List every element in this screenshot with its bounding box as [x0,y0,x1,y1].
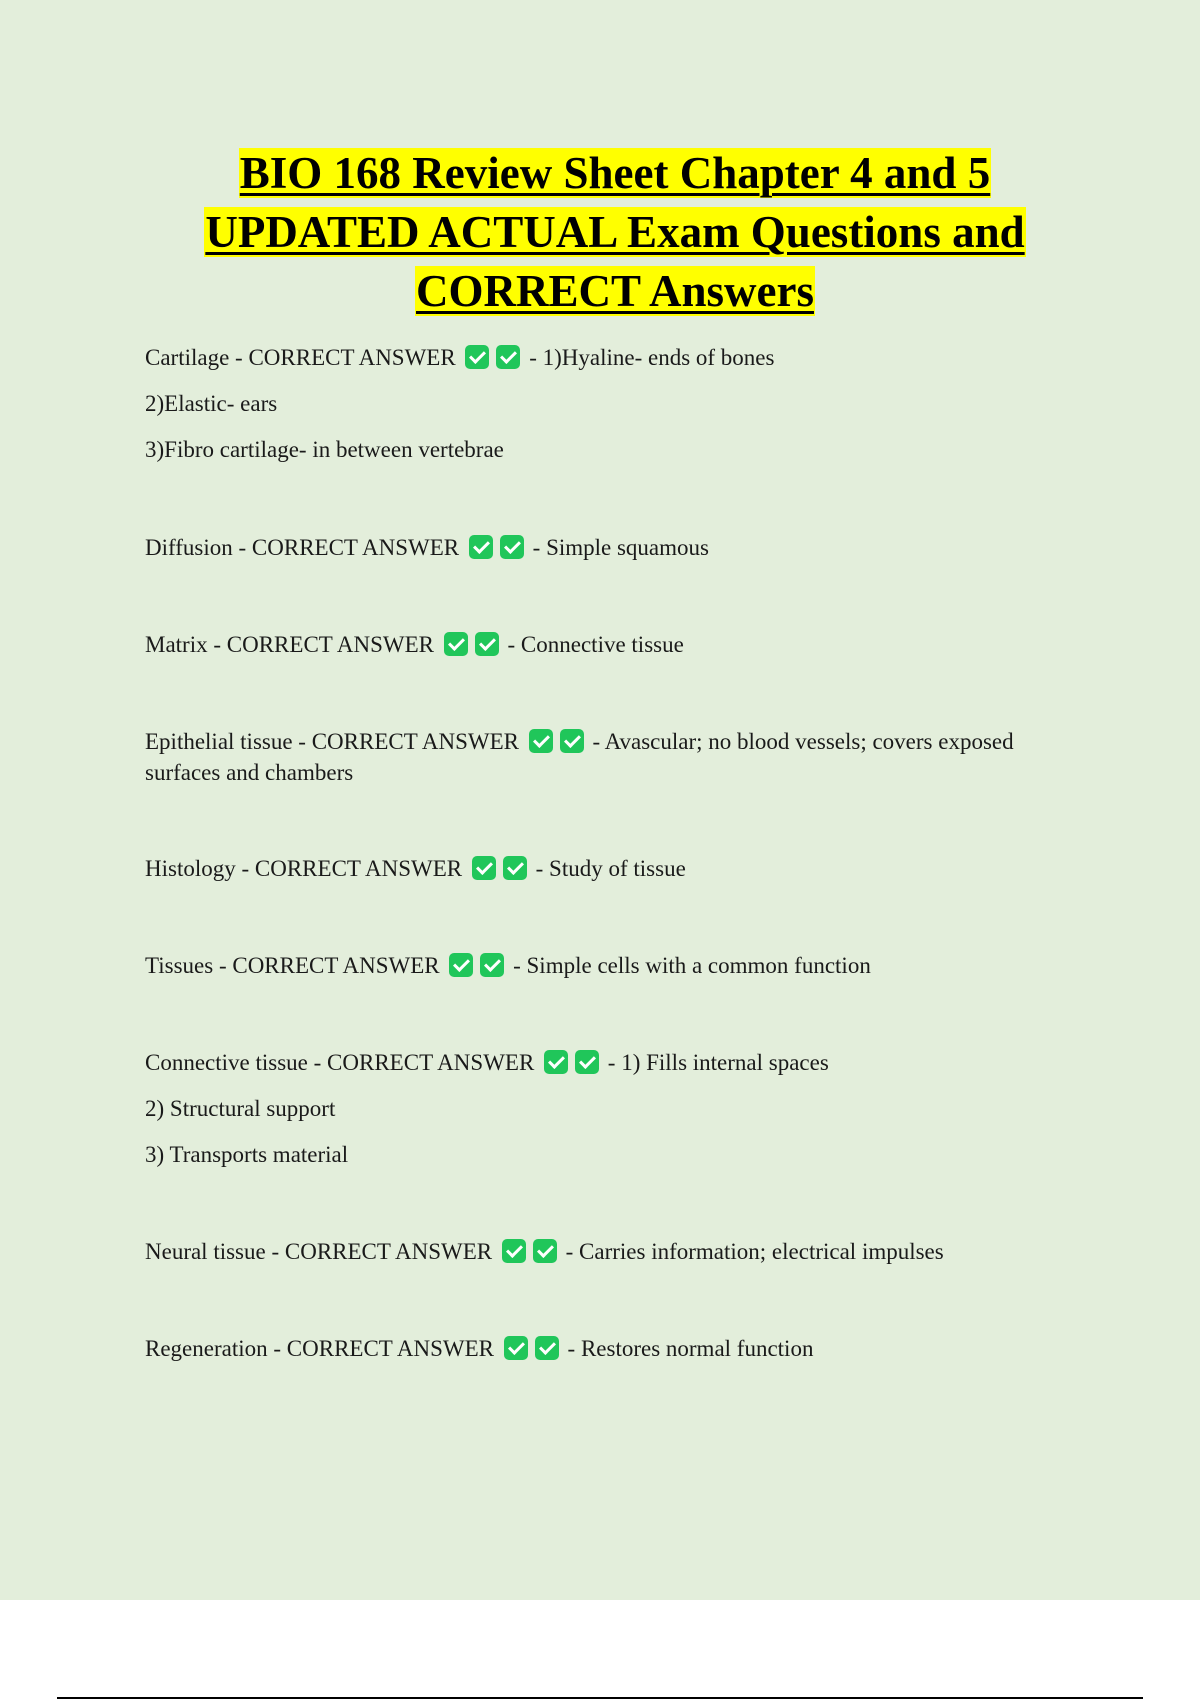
qa-entry-diffusion [145,532,1075,563]
qa-line [145,342,1075,373]
qa-answer: - Carries information; electrical impulses [565,1239,944,1264]
footer-divider [57,1697,1143,1699]
qa-term: Connective tissue - CORRECT ANSWER [145,1050,535,1075]
qa-answer: - Avascular; no blood vessels; covers exposed surfaces and chambers [145,729,1014,785]
qa-answer: - Simple cells with a common function [513,953,871,978]
qa-entry-connective-tissue [145,1047,1075,1170]
check-mark-icon [475,632,499,656]
qa-answer: - 1)Hyaline- ends of bones [529,345,775,370]
check-mark-icon [444,632,468,656]
qa-answer: - Connective tissue [507,632,684,657]
qa-line [145,1047,1075,1078]
qa-line [145,1236,1075,1267]
check-mark-icon [449,953,473,977]
qa-entry-epithelial-tissue [145,726,1075,788]
qa-answer: - Restores normal function [567,1336,814,1361]
check-mark-icon [469,535,493,559]
qa-answer-line: 2) Structural support [145,1096,336,1121]
qa-answer-line: 3) Transports material [145,1142,349,1167]
qa-entry-histology [145,853,1075,884]
qa-entry-matrix [145,629,1075,660]
check-mark-icon [529,729,553,753]
check-mark-icon [496,345,520,369]
title-line-1: BIO 168 Review Sheet Chapter 4 and 5 [239,148,991,198]
qa-entry-tissues [145,950,1075,981]
qa-term: Matrix - CORRECT ANSWER [145,632,435,657]
check-mark-icon [500,535,524,559]
check-mark-icon [472,856,496,880]
qa-entry-regeneration [145,1333,1075,1364]
qa-term: Epithelial tissue - CORRECT ANSWER [145,729,519,754]
qa-term: Histology - CORRECT ANSWER [145,856,463,881]
check-mark-icon [502,1239,526,1263]
qa-answer-line: 2)Elastic- ears [145,391,278,416]
check-mark-icon [503,856,527,880]
qa-term: Neural tissue - CORRECT ANSWER [145,1239,493,1264]
qa-line [145,1333,1075,1364]
qa-line [145,629,1075,660]
check-mark-icon [504,1336,528,1360]
qa-term: Cartilage - CORRECT ANSWER [145,345,456,370]
qa-entry-neural-tissue [145,1236,1075,1267]
qa-term: Regeneration - CORRECT ANSWER [145,1336,495,1361]
check-mark-icon [575,1050,599,1074]
check-mark-icon [533,1239,557,1263]
document-title [110,144,1120,321]
qa-answer: - Study of tissue [535,856,686,881]
qa-line [145,726,1075,788]
qa-answer-line: 3)Fibro cartilage- in between vertebrae [145,437,504,462]
title-line-2: UPDATED ACTUAL Exam Questions and [205,207,1025,257]
check-mark-icon [465,345,489,369]
qa-term: Diffusion - CORRECT ANSWER [145,535,460,560]
qa-line [145,532,1075,563]
qa-entry-cartilage [145,342,1075,465]
qa-answer: - Simple squamous [532,535,709,560]
check-mark-icon [544,1050,568,1074]
title-line-3: CORRECT Answers [416,266,814,316]
qa-line [145,950,1075,981]
qa-term: Tissues - CORRECT ANSWER [145,953,440,978]
check-mark-icon [480,953,504,977]
qa-line [145,853,1075,884]
qa-answer: - 1) Fills internal spaces [607,1050,829,1075]
check-mark-icon [560,729,584,753]
check-mark-icon [535,1336,559,1360]
